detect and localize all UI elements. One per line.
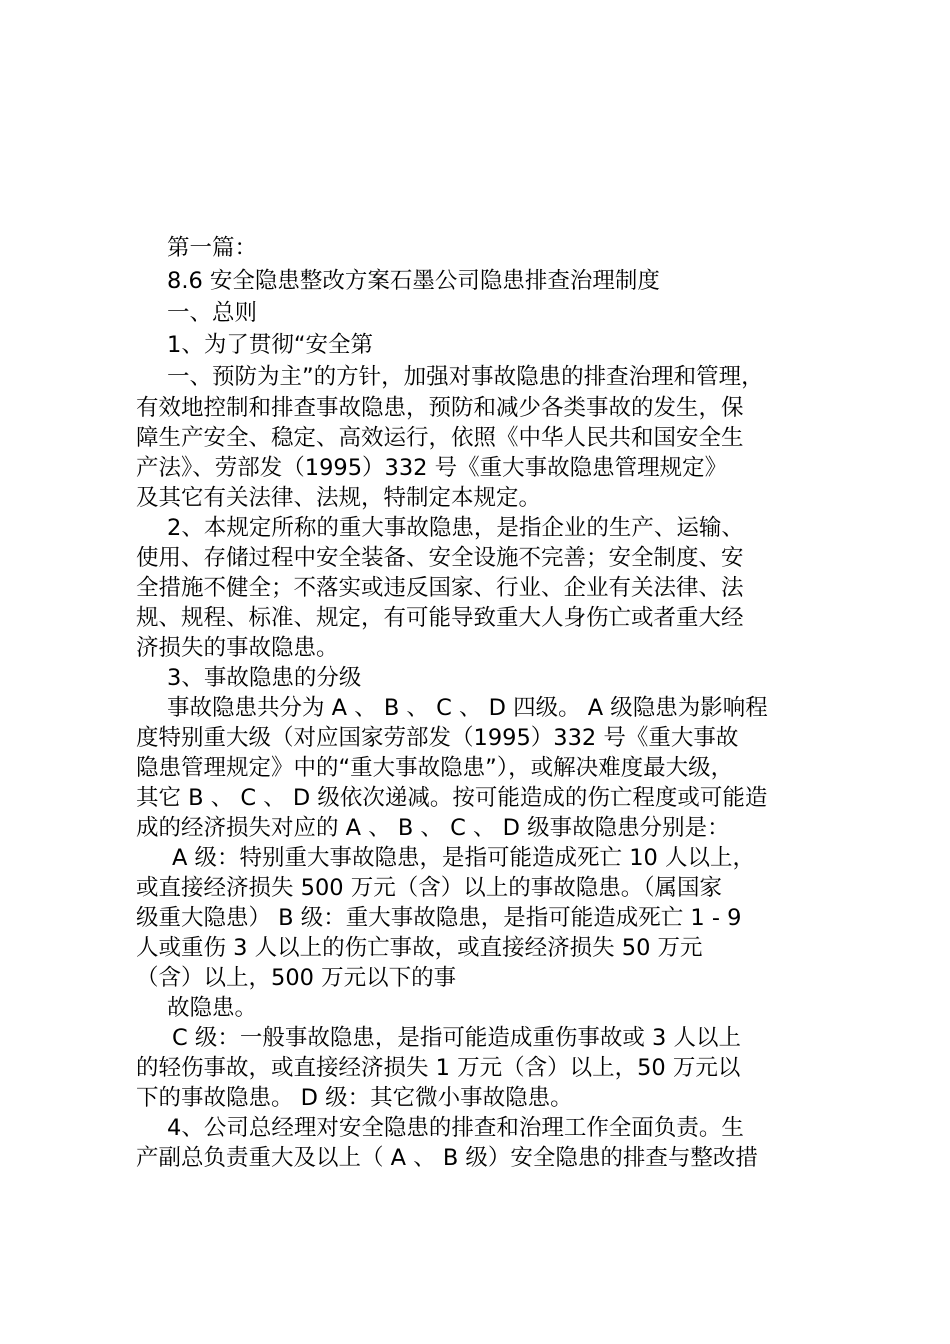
text-line: （含）以上，500 万元以下的事 <box>136 965 457 991</box>
text-line: 2、本规定所称的重大事故隐患，是指企业的生产、运输、 <box>167 515 744 541</box>
text-line: 度特别重大级（对应国家劳部发（1995）332 号《重大事故 <box>136 725 739 751</box>
text-line: A 级：特别重大事故隐患，是指可能造成死亡 10 人以上， <box>172 845 755 871</box>
text-line: 其它 B 、 C 、 D 级依次递减。按可能造成的伤亡程度或可能造 <box>136 785 768 811</box>
text-line: 产法》、劳部发（1995）332 号《重大事故隐患管理规定》 <box>136 455 728 481</box>
text-line: 产副总负责重大及以上（ A 、 B 级）安全隐患的排查与整改措 <box>136 1145 758 1171</box>
text-line: 一、预防为主”的方针，加强对事故隐患的排查治理和管理， <box>167 364 764 390</box>
text-line: 及其它有关法律、法规，特制定本规定。 <box>136 485 542 511</box>
text-line: 事故隐患共分为 A 、 B 、 C 、 D 四级。 A 级隐患为影响程 <box>167 695 768 721</box>
text-line: 或直接经济损失 500 万元（含）以上的事故隐患。（属国家 <box>136 875 723 901</box>
section-heading: 3、事故隐患的分级 <box>167 665 362 691</box>
text-line: 的轻伤事故，或直接经济损失 1 万元（含）以上，50 万元以 <box>136 1055 741 1081</box>
text-line: 级重大隐患） B 级：重大事故隐患，是指可能造成死亡 1 - 9 <box>136 905 742 931</box>
text-line: 使用、存储过程中安全装备、安全设施不完善；安全制度、安 <box>136 545 744 571</box>
text-line: 故隐患。 <box>167 995 258 1021</box>
text-line: 隐患管理规定》中的“重大事故隐患”），或解决难度最大级， <box>136 755 734 781</box>
text-line: 规、规程、标准、规定，有可能导致重大人身伤亡或者重大经 <box>136 605 744 631</box>
text-line: 济损失的事故隐患。 <box>136 635 339 661</box>
text-line: 1、为了贯彻“安全第 <box>167 332 373 358</box>
text-line: 下的事故隐患。 D 级：其它微小事故隐患。 <box>136 1085 573 1111</box>
text-line: 4、公司总经理对安全隐患的排查和治理工作全面负责。生 <box>167 1115 744 1141</box>
text-line: 障生产安全、稳定、高效运行，依照《中华人民共和国安全生 <box>136 425 744 451</box>
text-line: 有效地控制和排查事故隐患，预防和减少各类事故的发生，保 <box>136 395 744 421</box>
section-heading: 一、总则 <box>167 300 258 326</box>
text-line: 成的经济损失对应的 A 、 B 、 C 、 D 级事故隐患分别是： <box>136 815 730 841</box>
text-line: C 级：一般事故隐患，是指可能造成重伤事故或 3 人以上 <box>172 1025 741 1051</box>
document-title: 8.6 安全隐患整改方案石墨公司隐患排查治理制度 <box>167 268 660 294</box>
text-line: 全措施不健全；不落实或违反国家、行业、企业有关法律、法 <box>136 575 744 601</box>
text-line: 人或重伤 3 人以上的伤亡事故，或直接经济损失 50 万元 <box>136 935 703 961</box>
text-line: 第一篇： <box>167 235 258 261</box>
